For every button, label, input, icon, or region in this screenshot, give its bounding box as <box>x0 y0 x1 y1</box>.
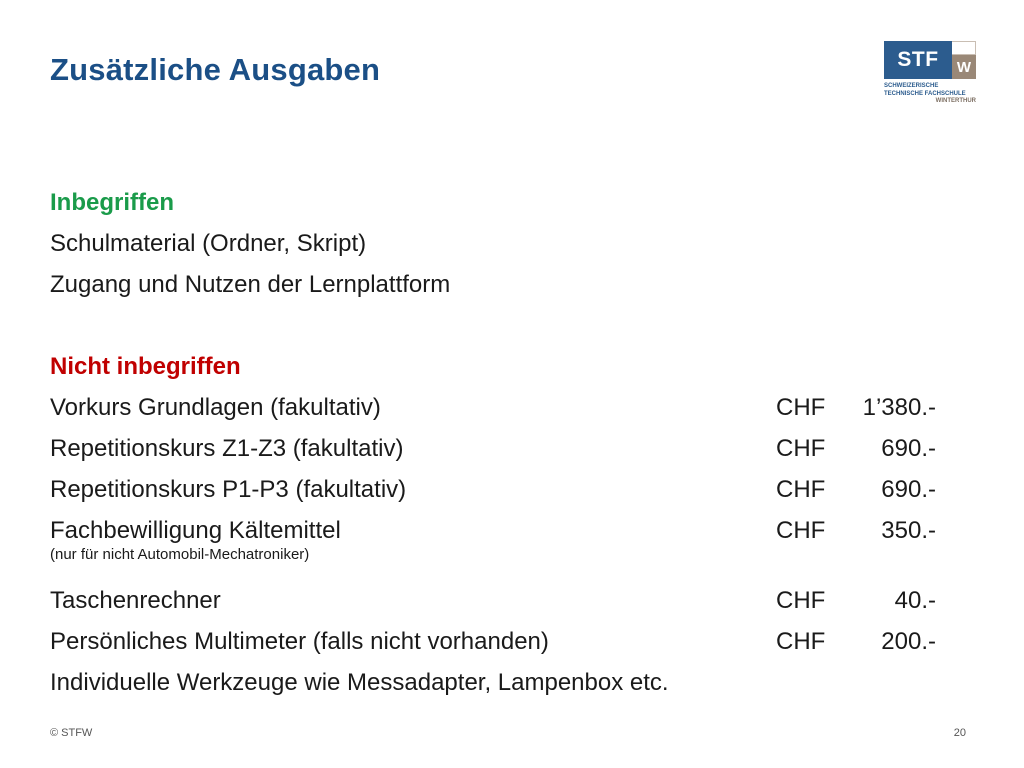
logo-line-2: TECHNISCHE FACHSCHULE <box>884 90 966 97</box>
cost-row <box>50 625 950 666</box>
included-item: Zugang und Nutzen der Lernplattform <box>50 271 451 298</box>
cost-row <box>50 514 950 584</box>
logo-mark-w-top <box>952 41 976 55</box>
not-included-heading: Nicht inbegriffen <box>50 353 241 380</box>
included-heading: Inbegriffen <box>50 189 174 216</box>
page-number: 20 <box>953 727 966 739</box>
cost-currency: CHF <box>776 476 826 503</box>
cost-label: Repetitionskurs Z1-Z3 (fakultativ) <box>50 435 404 462</box>
cost-amount: 40.- <box>894 587 936 614</box>
cost-currency: CHF <box>776 394 826 421</box>
slide-title: Zusätzliche Ausgaben <box>50 52 381 87</box>
cost-currency: CHF <box>776 435 826 462</box>
cost-label: Persönliches Multimeter (falls nicht vorhanden) <box>50 628 549 655</box>
cost-amount: 690.- <box>881 435 936 462</box>
cost-row <box>50 432 950 473</box>
logo-mark-stf: STF <box>884 41 952 79</box>
cost-currency: CHF <box>776 587 826 614</box>
logo-mark <box>884 41 976 79</box>
slide-body <box>50 186 950 707</box>
cost-note: (nur für nicht Automobil-Mechatroniker) <box>50 546 310 563</box>
spacer <box>50 309 950 350</box>
cost-amount: 200.- <box>881 628 936 655</box>
logo-mark-w-block <box>952 41 976 79</box>
logo-wordmark <box>884 83 980 106</box>
logo-mark-w: W <box>952 55 976 79</box>
cost-label: Repetitionskurs P1-P3 (fakultativ) <box>50 476 407 503</box>
footer-copyright: © STFW <box>50 727 93 739</box>
cost-amount: 690.- <box>881 476 936 503</box>
cost-label: Fachbewilligung Kältemittel <box>50 517 341 544</box>
logo-line-3: WINTERTHUR <box>935 98 976 104</box>
cost-currency: CHF <box>776 517 826 544</box>
last-line: Individuelle Werkzeuge wie Messadapter, Lampenbox etc. <box>50 669 669 696</box>
cost-amount: 1’380.- <box>862 394 936 421</box>
cost-label: Vorkurs Grundlagen (fakultativ) <box>50 394 381 421</box>
cost-row <box>50 584 950 625</box>
cost-label: Taschenrechner <box>50 587 221 614</box>
stfw-logo <box>884 41 976 107</box>
cost-row <box>50 391 950 432</box>
cost-amount: 350.- <box>881 517 936 544</box>
cost-row <box>50 473 950 514</box>
included-item: Schulmaterial (Ordner, Skript) <box>50 230 367 257</box>
cost-currency: CHF <box>776 628 826 655</box>
logo-line-1: SCHWEIZERISCHE <box>884 83 939 89</box>
